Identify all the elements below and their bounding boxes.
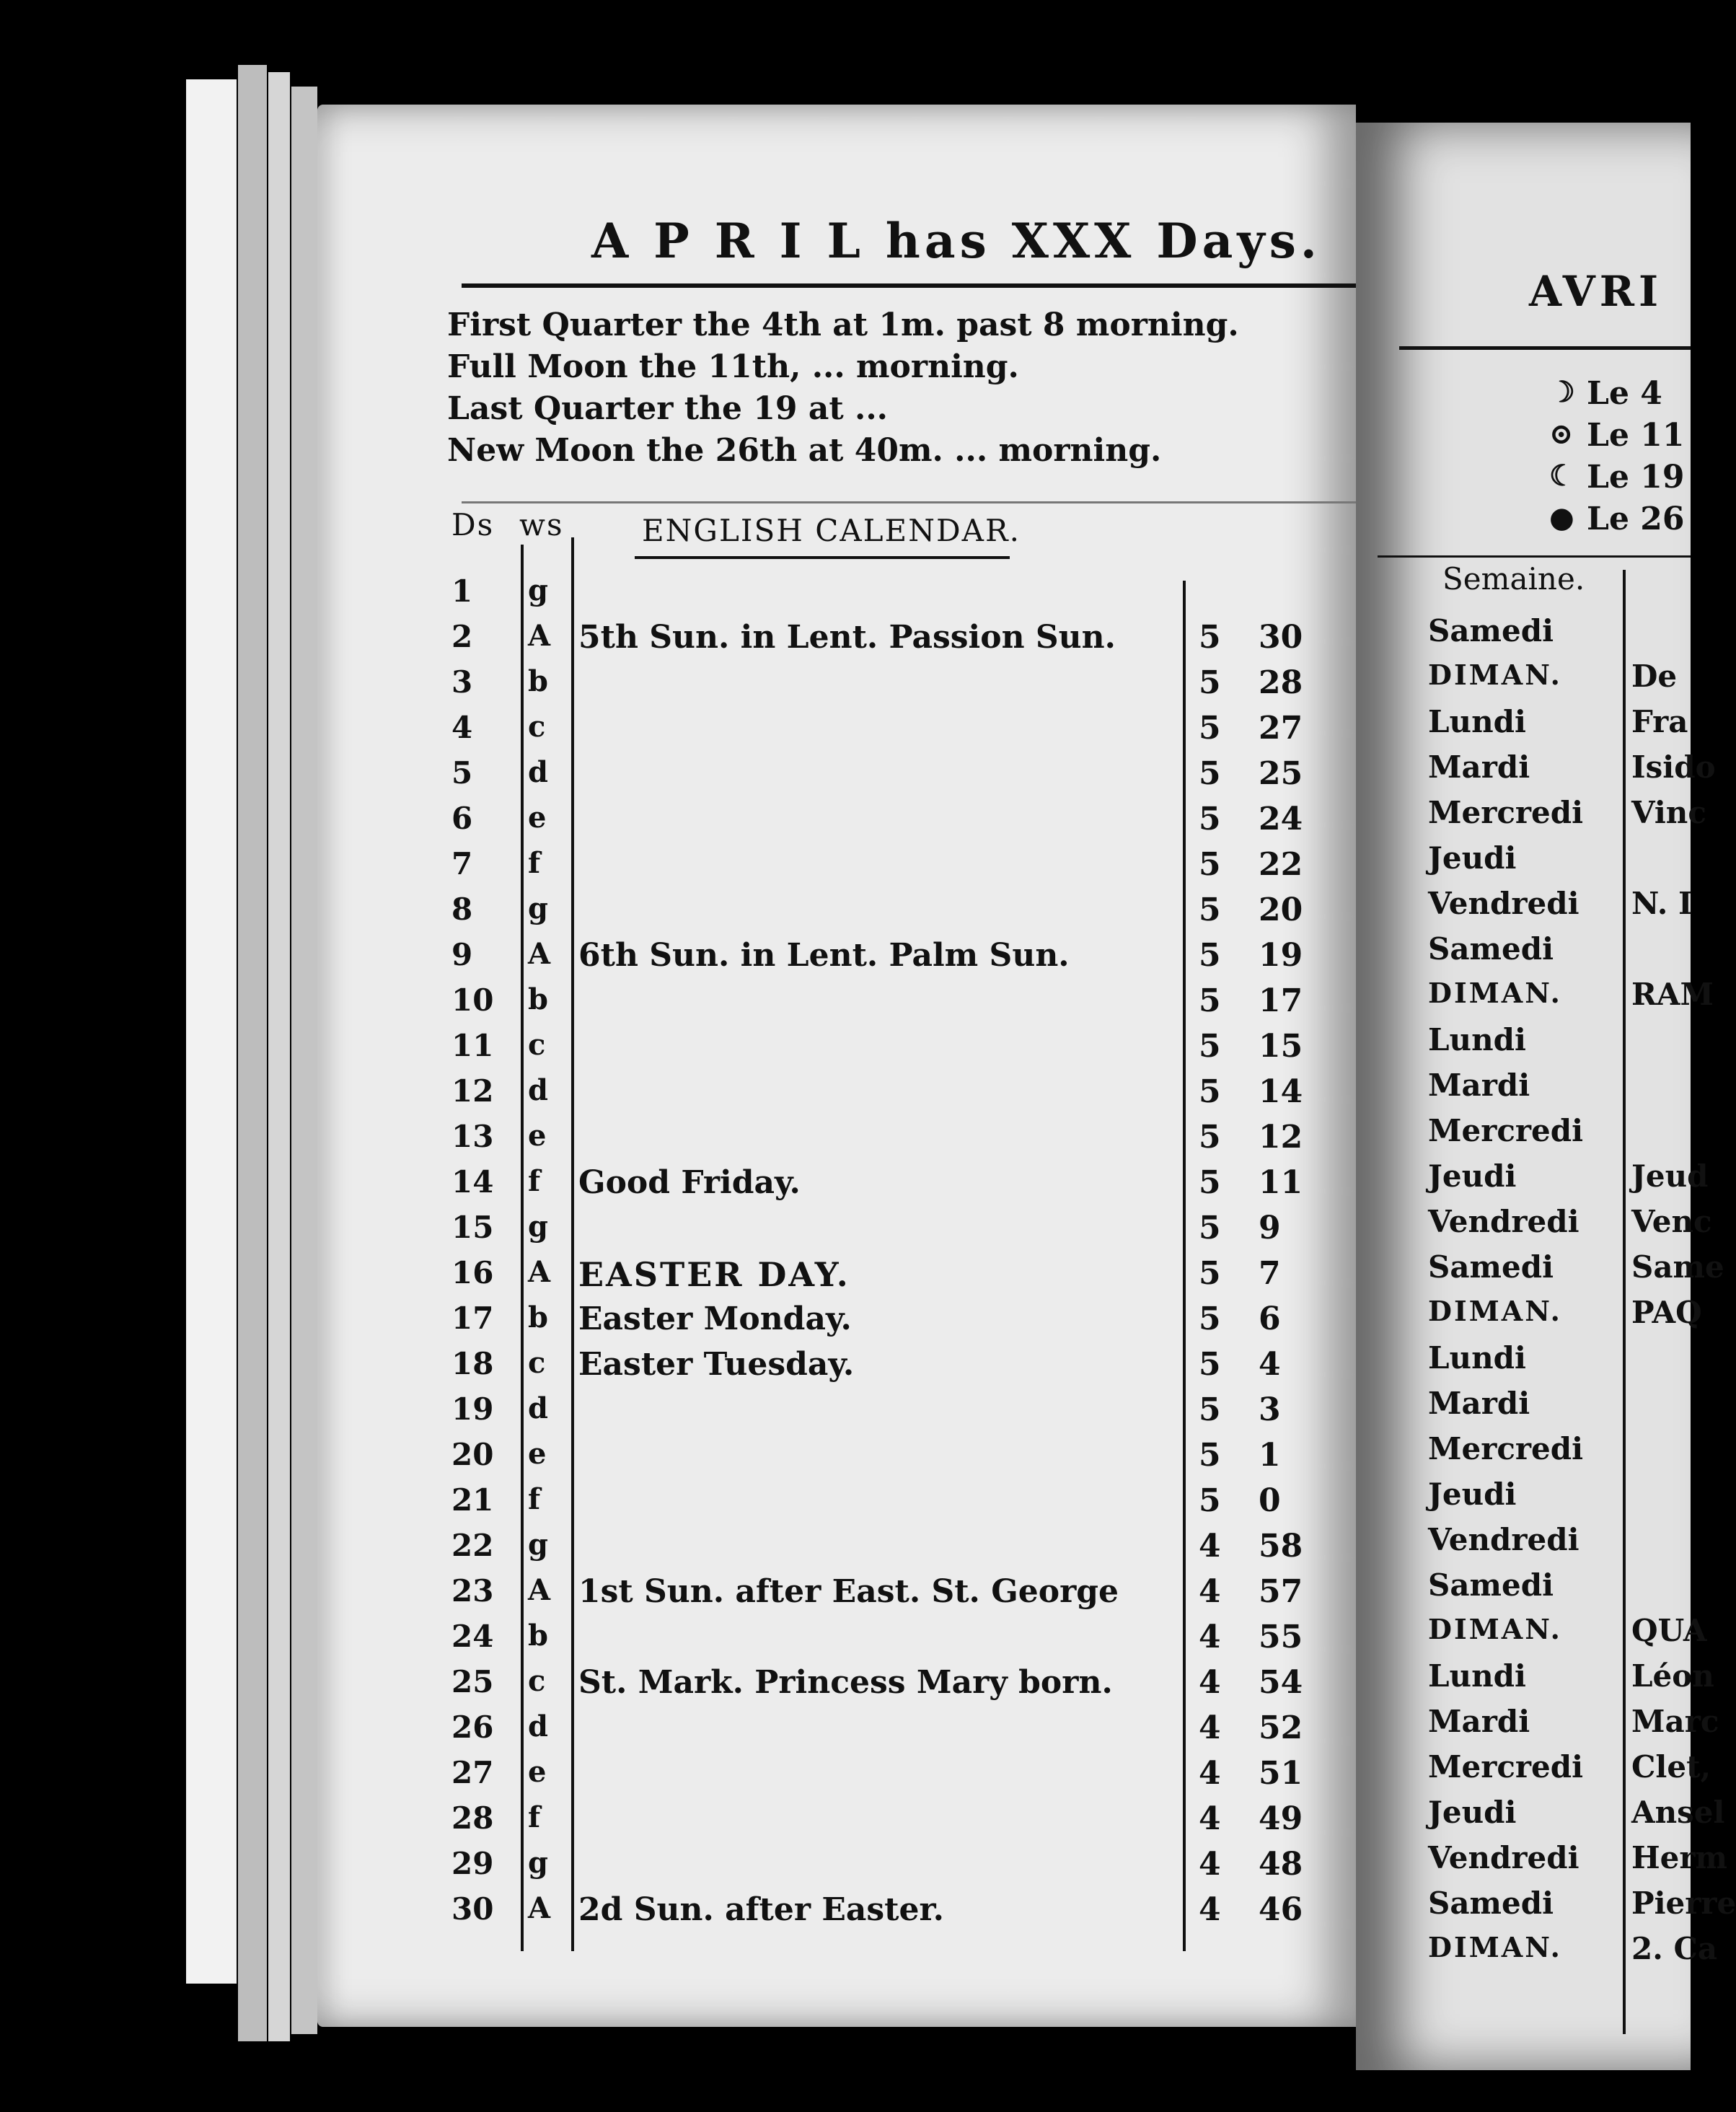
header-rule: [1378, 555, 1691, 558]
week-letter: e: [528, 1119, 547, 1153]
sunrise-minute: 7: [1259, 1255, 1281, 1292]
week-letter: c: [528, 1664, 546, 1698]
sunrise-minute: 0: [1259, 1482, 1281, 1519]
sunrise-minute: 20: [1259, 892, 1303, 928]
sunrise-hour: 5: [1199, 937, 1221, 974]
day-number: 23: [451, 1573, 494, 1609]
sunrise-minute: 9: [1259, 1210, 1281, 1246]
sunrise-hour: 5: [1199, 1482, 1221, 1519]
day-number: 10: [451, 982, 494, 1018]
french-weekday: Jeudi: [1428, 1477, 1517, 1512]
french-moon-line: Le 4: [1587, 375, 1662, 412]
french-saint: PAQ: [1631, 1295, 1702, 1330]
new-moon-icon: ●: [1549, 501, 1574, 534]
sunrise-hour: 4: [1199, 1573, 1221, 1610]
day-number: 20: [451, 1437, 494, 1472]
column-rule: [521, 545, 524, 1951]
sunrise-hour: 5: [1199, 801, 1221, 837]
day-number: 2: [451, 619, 473, 654]
sunrise-hour: 5: [1199, 755, 1221, 792]
french-weekday: DIMAN.: [1428, 659, 1562, 691]
french-saint: Marc: [1631, 1704, 1719, 1739]
day-number: 8: [451, 892, 473, 927]
french-saint: Same: [1631, 1249, 1724, 1285]
week-letter: d: [528, 1073, 548, 1107]
day-number: 21: [451, 1482, 494, 1518]
french-saint: Fra: [1631, 704, 1688, 739]
sunrise-hour: 5: [1199, 1346, 1221, 1383]
day-number: 15: [451, 1210, 494, 1245]
french-weekday: Mercredi: [1428, 1113, 1584, 1148]
page-edge: [291, 87, 317, 2034]
french-saint: Jeud: [1631, 1158, 1709, 1194]
sunrise-hour: 5: [1199, 1119, 1221, 1156]
week-letter: b: [528, 664, 548, 698]
sunrise-hour: 5: [1199, 710, 1221, 747]
sunrise-hour: 4: [1199, 1846, 1221, 1883]
day-number: 11: [451, 1028, 494, 1063]
moon-phase-line: First Quarter the 4th at 1m. past 8 morning.: [447, 307, 1239, 343]
sunrise-minute: 12: [1259, 1119, 1303, 1156]
week-letter: g: [528, 1846, 548, 1880]
french-weekday: Mercredi: [1428, 1431, 1584, 1466]
sunrise-minute: 46: [1259, 1891, 1303, 1928]
sunrise-hour: 5: [1199, 1437, 1221, 1474]
day-number: 29: [451, 1846, 494, 1881]
day-number: 4: [451, 710, 473, 745]
sunrise-minute: 15: [1259, 1028, 1303, 1065]
header-rule: [462, 501, 1356, 503]
week-column-header: ws: [519, 507, 564, 542]
sunrise-hour: 4: [1199, 1664, 1221, 1701]
calendar-header-rule: [635, 556, 1010, 559]
day-number: 22: [451, 1528, 494, 1563]
sunrise-hour: 5: [1199, 1255, 1221, 1292]
calendar-column-header: ENGLISH CALENDAR.: [642, 513, 1021, 548]
french-weekday: Mardi: [1428, 1386, 1530, 1421]
week-letter: f: [528, 846, 541, 880]
page-edge: [186, 79, 237, 1984]
sunrise-hour: 5: [1199, 619, 1221, 656]
day-number: 7: [451, 846, 473, 881]
french-saint: De: [1631, 659, 1678, 694]
week-letter: A: [528, 619, 551, 653]
week-letter: g: [528, 892, 548, 925]
week-letter: A: [528, 1255, 551, 1289]
week-letter: c: [528, 1028, 546, 1062]
french-moon-line: Le 11: [1587, 417, 1685, 454]
week-letter: f: [528, 1164, 541, 1198]
sunrise-minute: 14: [1259, 1073, 1303, 1110]
week-column-header: Semaine.: [1442, 561, 1585, 597]
french-saint: Léon: [1631, 1658, 1714, 1694]
day-number: 19: [451, 1391, 494, 1427]
sunrise-hour: 4: [1199, 1528, 1221, 1565]
french-weekday: DIMAN.: [1428, 1295, 1562, 1327]
day-number: 27: [451, 1755, 494, 1790]
french-weekday: Mardi: [1428, 1704, 1530, 1739]
sunrise-minute: 25: [1259, 755, 1303, 792]
french-weekday: DIMAN.: [1428, 1613, 1562, 1645]
week-letter: b: [528, 1619, 548, 1653]
week-letter: c: [528, 710, 546, 744]
french-saint: Clet,: [1631, 1749, 1711, 1785]
french-weekday: Mercredi: [1428, 795, 1584, 830]
french-weekday: Jeudi: [1428, 1795, 1517, 1830]
calendar-event: Easter Tuesday.: [578, 1346, 855, 1383]
day-number: 14: [451, 1164, 494, 1200]
french-weekday: Jeudi: [1428, 840, 1517, 876]
french-moon-line: Le 19: [1587, 459, 1685, 496]
sunrise-minute: 55: [1259, 1619, 1303, 1655]
week-letter: A: [528, 1891, 551, 1925]
week-letter: g: [528, 1528, 548, 1562]
day-number: 26: [451, 1710, 494, 1745]
french-weekday: Vendredi: [1428, 1522, 1579, 1557]
french-saint: 2. Ca: [1631, 1931, 1718, 1966]
week-letter: A: [528, 1573, 551, 1607]
french-weekday: Mardi: [1428, 749, 1530, 785]
day-number: 13: [451, 1119, 494, 1154]
moon-phase-line: Last Quarter the 19 at ...: [447, 390, 888, 427]
title-rule: [462, 283, 1356, 288]
day-number: 30: [451, 1891, 494, 1927]
sunrise-hour: 5: [1199, 1073, 1221, 1110]
sunrise-minute: 49: [1259, 1800, 1303, 1837]
french-saint: Vinc: [1631, 795, 1706, 830]
page-edge: [238, 65, 267, 2041]
right-page: [1356, 123, 1736, 2070]
calendar-event: Easter Monday.: [578, 1301, 852, 1337]
sunrise-hour: 5: [1199, 1301, 1221, 1337]
week-letter: e: [528, 1755, 547, 1789]
french-weekday: DIMAN.: [1428, 977, 1562, 1009]
french-saint: Ansel: [1631, 1795, 1725, 1830]
day-number: 25: [451, 1664, 494, 1699]
day-number: 16: [451, 1255, 494, 1290]
week-letter: g: [528, 1210, 548, 1244]
french-weekday: Lundi: [1428, 1340, 1526, 1376]
column-rule: [1183, 581, 1186, 1951]
first-quarter-moon-icon: ☽: [1549, 375, 1575, 409]
full-moon-icon: ⊙: [1549, 417, 1574, 451]
sunrise-hour: 4: [1199, 1755, 1221, 1792]
french-page-title: AVRI: [1529, 267, 1663, 316]
column-rule: [571, 537, 574, 1951]
week-letter: c: [528, 1346, 546, 1380]
french-weekday: Samedi: [1428, 1249, 1554, 1285]
sunrise-minute: 11: [1259, 1164, 1303, 1201]
french-saint: QUA: [1631, 1613, 1707, 1648]
left-page: [317, 105, 1356, 2027]
french-weekday: Samedi: [1428, 1886, 1554, 1921]
sunrise-hour: 4: [1199, 1800, 1221, 1837]
french-saint: RAM: [1631, 977, 1714, 1012]
calendar-event: EASTER DAY.: [578, 1255, 850, 1294]
page-title: A P R I L has XXX Days.: [591, 213, 1321, 269]
week-letter: f: [528, 1800, 541, 1834]
sunrise-minute: 57: [1259, 1573, 1303, 1610]
sunrise-minute: 54: [1259, 1664, 1303, 1701]
day-number: 17: [451, 1301, 494, 1336]
day-number: 5: [451, 755, 473, 791]
french-saint: Venc: [1631, 1204, 1712, 1239]
sunrise-hour: 5: [1199, 1391, 1221, 1428]
sunrise-hour: 5: [1199, 892, 1221, 928]
french-weekday: Samedi: [1428, 1567, 1554, 1603]
sunrise-minute: 52: [1259, 1710, 1303, 1746]
french-weekday: Samedi: [1428, 931, 1554, 967]
calendar-event: 6th Sun. in Lent. Palm Sun.: [578, 937, 1070, 974]
french-saint: N. I: [1631, 886, 1693, 921]
sunrise-hour: 4: [1199, 1619, 1221, 1655]
french-saint: Isido: [1631, 749, 1716, 785]
day-column-header: Ds: [451, 507, 495, 542]
french-weekday: Lundi: [1428, 1658, 1526, 1694]
week-letter: e: [528, 1437, 547, 1471]
moon-phase-line: Full Moon the 11th, ... morning.: [447, 348, 1019, 385]
french-weekday: Mardi: [1428, 1068, 1530, 1103]
french-weekday: Vendredi: [1428, 1840, 1579, 1875]
sunrise-hour: 4: [1199, 1710, 1221, 1746]
french-saint: Pierre: [1631, 1886, 1736, 1921]
french-weekday: Samedi: [1428, 613, 1554, 648]
sunrise-hour: 5: [1199, 1028, 1221, 1065]
french-weekday: DIMAN.: [1428, 1931, 1562, 1963]
sunrise-minute: 28: [1259, 664, 1303, 701]
day-number: 3: [451, 664, 473, 700]
sunrise-minute: 19: [1259, 937, 1303, 974]
sunrise-hour: 4: [1199, 1891, 1221, 1928]
calendar-event: St. Mark. Princess Mary born.: [578, 1664, 1113, 1701]
calendar-event: Good Friday.: [578, 1164, 801, 1201]
sunrise-minute: 27: [1259, 710, 1303, 747]
french-saint: Herm: [1631, 1840, 1727, 1875]
sunrise-minute: 51: [1259, 1755, 1303, 1792]
day-number: 1: [451, 573, 473, 609]
sunrise-minute: 48: [1259, 1846, 1303, 1883]
sunrise-hour: 5: [1199, 982, 1221, 1019]
sunrise-hour: 5: [1199, 664, 1221, 701]
day-number: 18: [451, 1346, 494, 1381]
sunrise-minute: 30: [1259, 619, 1303, 656]
sunrise-minute: 1: [1259, 1437, 1281, 1474]
week-letter: g: [528, 573, 548, 607]
french-weekday: Vendredi: [1428, 1204, 1579, 1239]
week-letter: d: [528, 1710, 548, 1743]
sunrise-hour: 5: [1199, 1164, 1221, 1201]
day-number: 12: [451, 1073, 494, 1109]
sunrise-minute: 3: [1259, 1391, 1281, 1428]
day-number: 24: [451, 1619, 494, 1654]
week-letter: d: [528, 1391, 548, 1425]
week-letter: b: [528, 1301, 548, 1334]
title-rule: [1399, 346, 1691, 350]
calendar-event: 2d Sun. after Easter.: [578, 1891, 944, 1928]
week-letter: d: [528, 755, 548, 789]
french-moon-line: Le 26: [1587, 501, 1685, 537]
day-number: 28: [451, 1800, 494, 1836]
french-weekday: Jeudi: [1428, 1158, 1517, 1194]
column-rule: [1623, 570, 1626, 2034]
page-edge: [268, 72, 290, 2041]
sunrise-minute: 22: [1259, 846, 1303, 883]
sunrise-hour: 5: [1199, 1210, 1221, 1246]
week-letter: A: [528, 937, 551, 971]
sunrise-minute: 4: [1259, 1346, 1281, 1383]
french-weekday: Lundi: [1428, 704, 1526, 739]
last-quarter-moon-icon: ☾: [1549, 459, 1575, 493]
moon-phase-line: New Moon the 26th at 40m. ... morning.: [447, 432, 1162, 469]
sunrise-minute: 58: [1259, 1528, 1303, 1565]
sunrise-minute: 6: [1259, 1301, 1281, 1337]
day-number: 6: [451, 801, 473, 836]
french-weekday: Vendredi: [1428, 886, 1579, 921]
week-letter: e: [528, 801, 547, 835]
week-letter: f: [528, 1482, 541, 1516]
calendar-event: 5th Sun. in Lent. Passion Sun.: [578, 619, 1116, 656]
french-weekday: Lundi: [1428, 1022, 1526, 1057]
french-weekday: Mercredi: [1428, 1749, 1584, 1785]
week-letter: b: [528, 982, 548, 1016]
day-number: 9: [451, 937, 473, 972]
calendar-event: 1st Sun. after East. St. George: [578, 1573, 1119, 1610]
sunrise-minute: 17: [1259, 982, 1303, 1019]
sunrise-minute: 24: [1259, 801, 1303, 837]
sunrise-hour: 5: [1199, 846, 1221, 883]
